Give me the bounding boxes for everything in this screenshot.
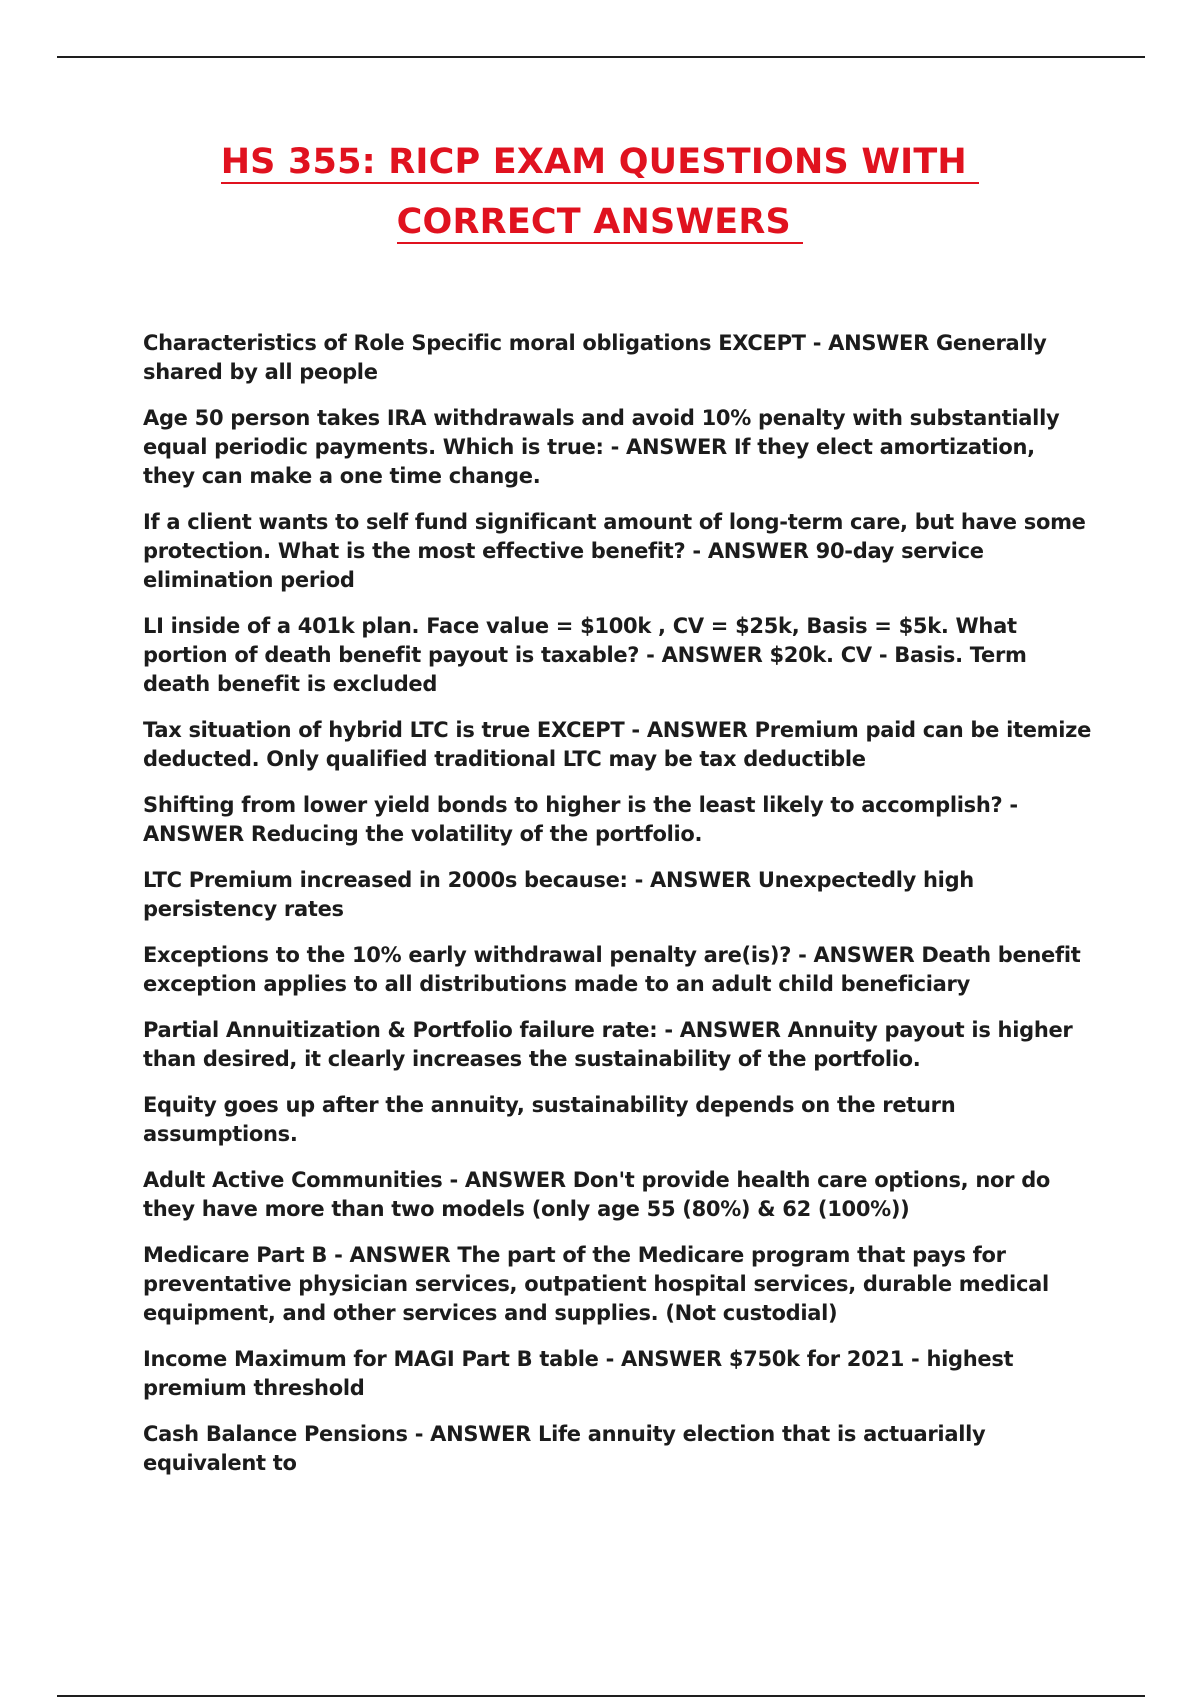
qa-item: Medicare Part B - ANSWER The part of the Medicare program that pays for preventative physician services, outpatient hospital services, durable medical equipment, and other services and supplies. (Not custodial) [143, 1243, 1049, 1325]
qa-item: Equity goes up after the annuity, sustainability depends on the return assumptions. [143, 1093, 956, 1146]
qa-item: Income Maximum for MAGI Part B table - ANSWER $750k for 2021 - highest premium threshold [143, 1347, 1014, 1400]
qa-item: Cash Balance Pensions - ANSWER Life annuity election that is actuarially equivalent to [143, 1422, 986, 1475]
qa-item: Tax situation of hybrid LTC is true EXCEPT - ANSWER Premium paid can be itemize deducted. Only qualified traditional LTC may be tax deductible [143, 718, 1092, 771]
title-line-2: CORRECT ANSWERS [396, 202, 804, 242]
qa-list [143, 329, 1093, 1495]
qa-item: Partial Annuitization & Portfolio failure rate: - ANSWER Annuity payout is higher than desired, it clearly increases the sustainability of the portfolio. [143, 1018, 1073, 1071]
qa-item: Characteristics of Role Specific moral obligations EXCEPT - ANSWER Generally shared by all people [143, 331, 1047, 384]
qa-item: Exceptions to the 10% early withdrawal penalty are(is)? - ANSWER Death benefit exception applies to all distributions made to an adult child beneficiary [143, 943, 1081, 996]
qa-item: LTC Premium increased in 2000s because: - ANSWER Unexpectedly high persistency rates [143, 868, 974, 921]
top-divider [57, 56, 1145, 58]
document-title [0, 142, 1200, 262]
qa-item: LI inside of a 401k plan. Face value = $100k , CV = $25k, Basis = $5k. What portion of death benefit payout is taxable? - ANSWER $20k. CV - Basis. Term death benefit is excluded [143, 614, 1027, 696]
qa-item: Shifting from lower yield bonds to higher is the least likely to accomplish? - ANSWER Reducing the volatility of the portfolio. [143, 793, 1018, 846]
title-line-1: HS 355: RICP EXAM QUESTIONS WITH [220, 142, 980, 182]
qa-item: Adult Active Communities - ANSWER Don't provide health care options, nor do they have more than two models (only age 55 (80%) & 62 (100%)) [143, 1168, 1051, 1221]
qa-item: Age 50 person takes IRA withdrawals and avoid 10% penalty with substantially equal periodic payments. Which is true: - ANSWER If they elect amortization, they can make a one time change. [143, 406, 1060, 488]
qa-item: If a client wants to self fund significant amount of long-term care, but have some protection. What is the most effective benefit? - ANSWER 90-day service elimination period [143, 510, 1086, 592]
bottom-divider [57, 1695, 1145, 1697]
